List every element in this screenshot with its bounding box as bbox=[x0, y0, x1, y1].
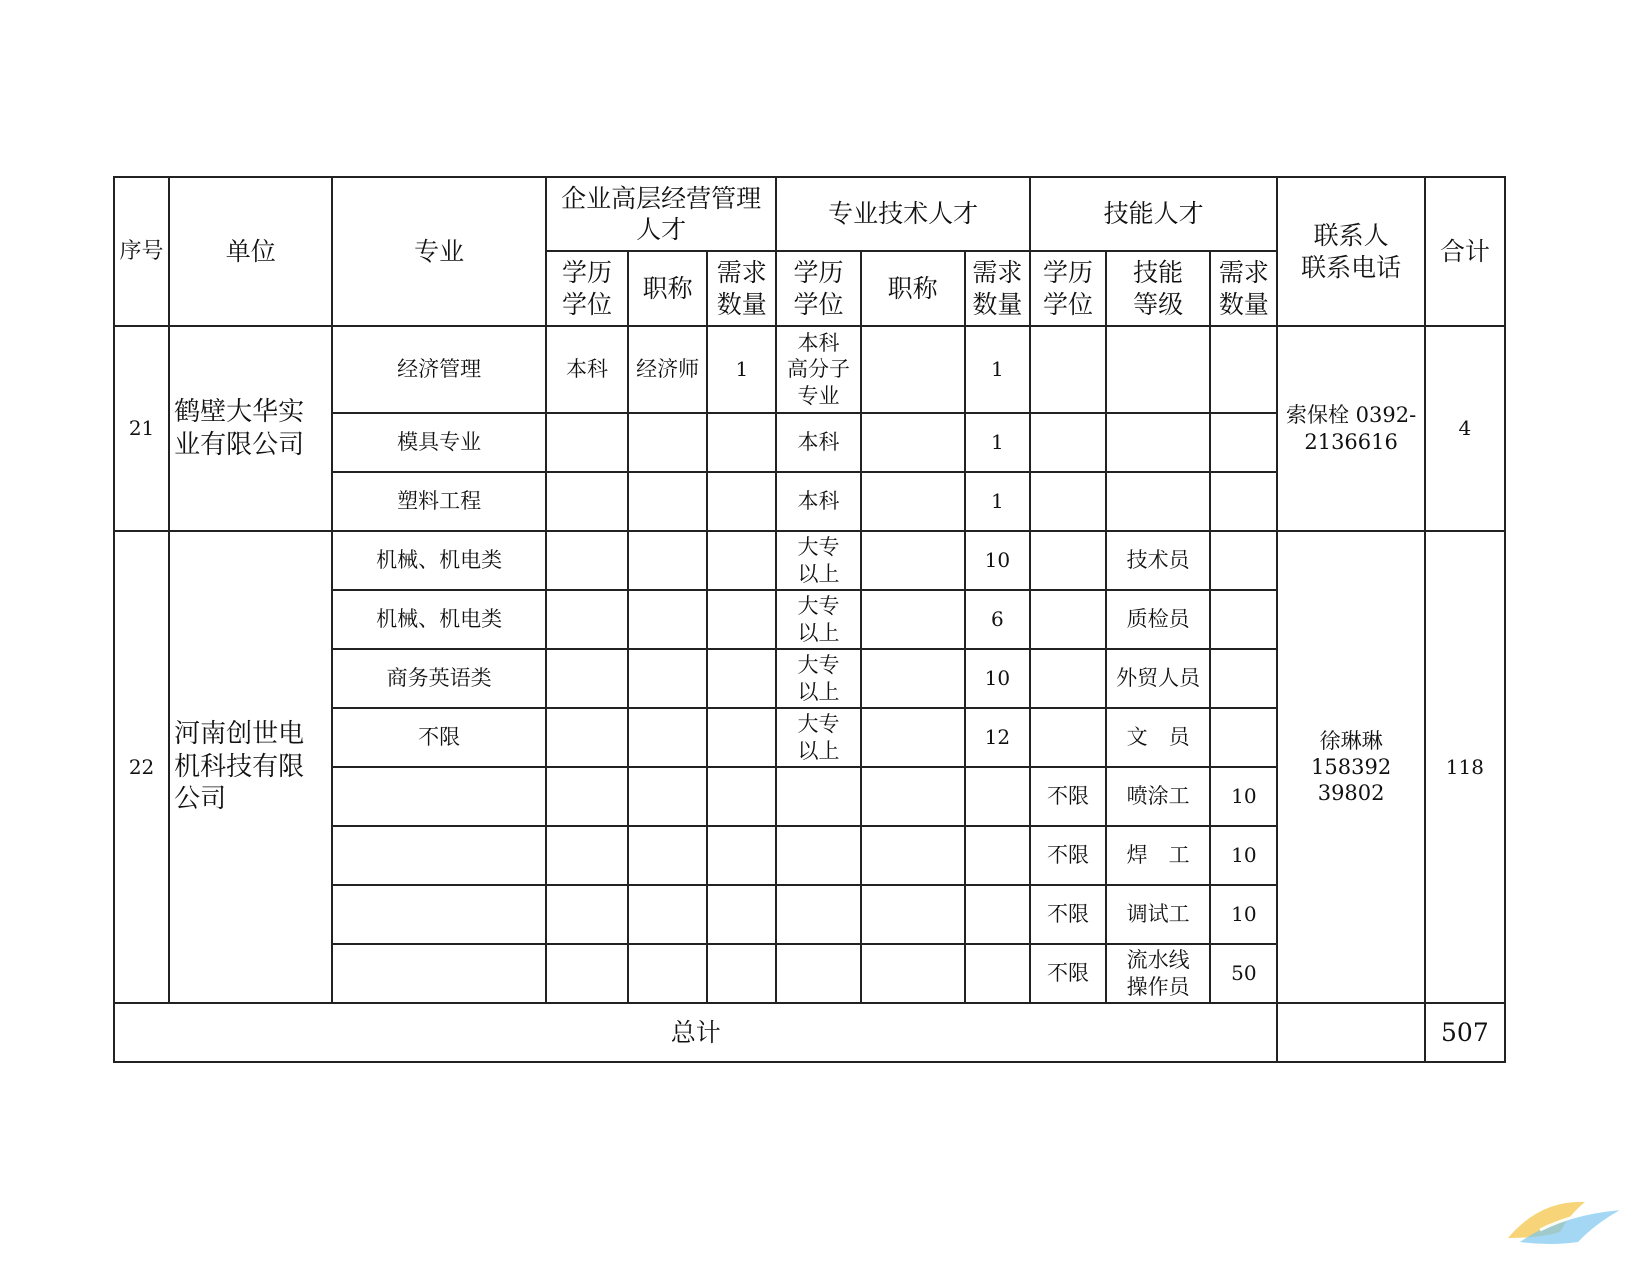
row-tech-qty bbox=[965, 885, 1030, 944]
row-skill-edu: 不限 bbox=[1030, 944, 1106, 1003]
row-skill-qty bbox=[1210, 413, 1277, 472]
row-major bbox=[332, 944, 545, 1003]
row-skill-qty: 10 bbox=[1210, 826, 1277, 885]
row-tech-qty: 1 bbox=[965, 413, 1030, 472]
row-mgmt-title bbox=[628, 708, 707, 767]
row-tech-edu: 本科 bbox=[776, 472, 860, 531]
row-skill-level bbox=[1106, 472, 1210, 531]
header-unit: 单位 bbox=[169, 177, 332, 326]
row-mgmt-edu bbox=[546, 944, 628, 1003]
row-major: 模具专业 bbox=[332, 413, 545, 472]
row-tech-qty bbox=[965, 767, 1030, 826]
row-skill-level: 技术员 bbox=[1106, 531, 1210, 590]
row-mgmt-qty bbox=[707, 472, 776, 531]
row-mgmt-title bbox=[628, 590, 707, 649]
row-tech-title bbox=[861, 649, 965, 708]
row-skill-level: 焊 工 bbox=[1106, 826, 1210, 885]
row-skill-edu bbox=[1030, 472, 1106, 531]
row-skill-level bbox=[1106, 413, 1210, 472]
header-mgmt-edu: 学历 学位 bbox=[546, 251, 628, 326]
row-contact: 徐琳琳158392 39802 bbox=[1277, 531, 1424, 1003]
row-skill-qty: 10 bbox=[1210, 767, 1277, 826]
row-tech-title bbox=[861, 885, 965, 944]
row-mgmt-edu bbox=[546, 708, 628, 767]
row-unit: 河南创世电 机科技有限 公司 bbox=[169, 531, 332, 1003]
row-major: 塑料工程 bbox=[332, 472, 545, 531]
row-skill-level: 质检员 bbox=[1106, 590, 1210, 649]
row-tech-title bbox=[861, 708, 965, 767]
row-tech-edu: 大专 以上 bbox=[776, 649, 860, 708]
row-mgmt-edu bbox=[546, 472, 628, 531]
row-skill-edu bbox=[1030, 326, 1106, 413]
row-skill-qty: 50 bbox=[1210, 944, 1277, 1003]
row-major: 经济管理 bbox=[332, 326, 545, 413]
row-tech-qty bbox=[965, 826, 1030, 885]
row-mgmt-title bbox=[628, 826, 707, 885]
row-major bbox=[332, 767, 545, 826]
row-skill-qty bbox=[1210, 531, 1277, 590]
row-tech-title bbox=[861, 826, 965, 885]
row-skill-level: 调试工 bbox=[1106, 885, 1210, 944]
recruitment-table bbox=[113, 176, 1506, 1063]
row-skill-edu bbox=[1030, 590, 1106, 649]
row-total: 118 bbox=[1425, 531, 1505, 1003]
row-mgmt-qty bbox=[707, 885, 776, 944]
row-skill-level: 流水线 操作员 bbox=[1106, 944, 1210, 1003]
row-skill-edu bbox=[1030, 413, 1106, 472]
row-skill-edu bbox=[1030, 708, 1106, 767]
row-tech-title bbox=[861, 472, 965, 531]
row-skill-level: 文 员 bbox=[1106, 708, 1210, 767]
table-row bbox=[114, 531, 1505, 590]
header-group-tech: 专业技术人才 bbox=[776, 177, 1030, 251]
row-skill-edu: 不限 bbox=[1030, 885, 1106, 944]
row-tech-edu bbox=[776, 826, 860, 885]
row-major: 机械、机电类 bbox=[332, 531, 545, 590]
header-tech-title: 职称 bbox=[861, 251, 965, 326]
row-tech-edu bbox=[776, 885, 860, 944]
header-tech-edu: 学历 学位 bbox=[776, 251, 860, 326]
row-skill-qty bbox=[1210, 472, 1277, 531]
row-mgmt-title bbox=[628, 413, 707, 472]
row-tech-qty: 1 bbox=[965, 472, 1030, 531]
row-skill-edu: 不限 bbox=[1030, 826, 1106, 885]
row-tech-title bbox=[861, 590, 965, 649]
row-mgmt-qty bbox=[707, 767, 776, 826]
watermark-logo bbox=[1500, 1180, 1640, 1250]
header-mgmt-title: 职称 bbox=[628, 251, 707, 326]
row-seq: 22 bbox=[114, 531, 169, 1003]
row-tech-qty: 12 bbox=[965, 708, 1030, 767]
header-contact: 联系人 联系电话 bbox=[1277, 177, 1424, 326]
header-skill-edu: 学历 学位 bbox=[1030, 251, 1106, 326]
row-skill-edu: 不限 bbox=[1030, 767, 1106, 826]
row-mgmt-qty bbox=[707, 708, 776, 767]
row-tech-title bbox=[861, 767, 965, 826]
header-seq: 序号 bbox=[114, 177, 169, 326]
row-mgmt-title bbox=[628, 472, 707, 531]
header-major: 专业 bbox=[332, 177, 545, 326]
row-mgmt-qty bbox=[707, 944, 776, 1003]
header-skill-level: 技能 等级 bbox=[1106, 251, 1210, 326]
row-mgmt-title bbox=[628, 531, 707, 590]
row-tech-edu: 本科 bbox=[776, 413, 860, 472]
header-row-1 bbox=[114, 177, 1505, 251]
row-skill-qty: 10 bbox=[1210, 885, 1277, 944]
header-mgmt-qty: 需求 数量 bbox=[707, 251, 776, 326]
row-mgmt-edu: 本科 bbox=[546, 326, 628, 413]
grand-total: 507 bbox=[1425, 1003, 1505, 1062]
row-tech-title bbox=[861, 531, 965, 590]
row-skill-level bbox=[1106, 326, 1210, 413]
row-skill-qty bbox=[1210, 708, 1277, 767]
header-tech-qty: 需求 数量 bbox=[965, 251, 1030, 326]
row-mgmt-edu bbox=[546, 767, 628, 826]
row-skill-qty bbox=[1210, 649, 1277, 708]
row-mgmt-edu bbox=[546, 531, 628, 590]
row-mgmt-title bbox=[628, 767, 707, 826]
row-major: 商务英语类 bbox=[332, 649, 545, 708]
row-mgmt-qty bbox=[707, 413, 776, 472]
row-tech-qty: 1 bbox=[965, 326, 1030, 413]
row-seq: 21 bbox=[114, 326, 169, 531]
row-tech-edu: 大专 以上 bbox=[776, 590, 860, 649]
total-label: 总计 bbox=[114, 1003, 1277, 1062]
row-mgmt-qty bbox=[707, 531, 776, 590]
row-tech-title bbox=[861, 326, 965, 413]
row-tech-qty: 10 bbox=[965, 531, 1030, 590]
row-mgmt-qty bbox=[707, 590, 776, 649]
row-tech-edu: 大专 以上 bbox=[776, 531, 860, 590]
total-row bbox=[114, 1003, 1505, 1062]
row-mgmt-title bbox=[628, 649, 707, 708]
row-mgmt-qty bbox=[707, 649, 776, 708]
row-mgmt-title: 经济师 bbox=[628, 326, 707, 413]
row-major bbox=[332, 826, 545, 885]
row-tech-edu bbox=[776, 767, 860, 826]
row-skill-edu bbox=[1030, 531, 1106, 590]
row-major: 不限 bbox=[332, 708, 545, 767]
row-tech-edu: 本科 高分子 专业 bbox=[776, 326, 860, 413]
row-total: 4 bbox=[1425, 326, 1505, 531]
row-contact: 索保栓 0392- 2136616 bbox=[1277, 326, 1424, 531]
table-row bbox=[114, 326, 1505, 413]
header-group-mgmt: 企业高层经营管理 人才 bbox=[546, 177, 776, 251]
row-mgmt-title bbox=[628, 885, 707, 944]
row-mgmt-qty bbox=[707, 826, 776, 885]
row-skill-level: 喷涂工 bbox=[1106, 767, 1210, 826]
row-skill-edu bbox=[1030, 649, 1106, 708]
row-major bbox=[332, 885, 545, 944]
row-unit: 鹤壁大华实 业有限公司 bbox=[169, 326, 332, 531]
row-mgmt-edu bbox=[546, 413, 628, 472]
row-tech-title bbox=[861, 944, 965, 1003]
total-contact bbox=[1277, 1003, 1424, 1062]
row-mgmt-edu bbox=[546, 885, 628, 944]
header-skill-qty: 需求 数量 bbox=[1210, 251, 1277, 326]
row-mgmt-title bbox=[628, 944, 707, 1003]
row-tech-qty: 6 bbox=[965, 590, 1030, 649]
row-mgmt-edu bbox=[546, 649, 628, 708]
row-skill-qty bbox=[1210, 326, 1277, 413]
row-tech-qty bbox=[965, 944, 1030, 1003]
row-mgmt-qty: 1 bbox=[707, 326, 776, 413]
row-mgmt-edu bbox=[546, 590, 628, 649]
row-skill-qty bbox=[1210, 590, 1277, 649]
header-group-skill: 技能人才 bbox=[1030, 177, 1278, 251]
row-tech-title bbox=[861, 413, 965, 472]
row-tech-qty: 10 bbox=[965, 649, 1030, 708]
row-major: 机械、机电类 bbox=[332, 590, 545, 649]
header-total: 合计 bbox=[1425, 177, 1505, 326]
row-tech-edu: 大专 以上 bbox=[776, 708, 860, 767]
row-skill-level: 外贸人员 bbox=[1106, 649, 1210, 708]
row-tech-edu bbox=[776, 944, 860, 1003]
row-mgmt-edu bbox=[546, 826, 628, 885]
